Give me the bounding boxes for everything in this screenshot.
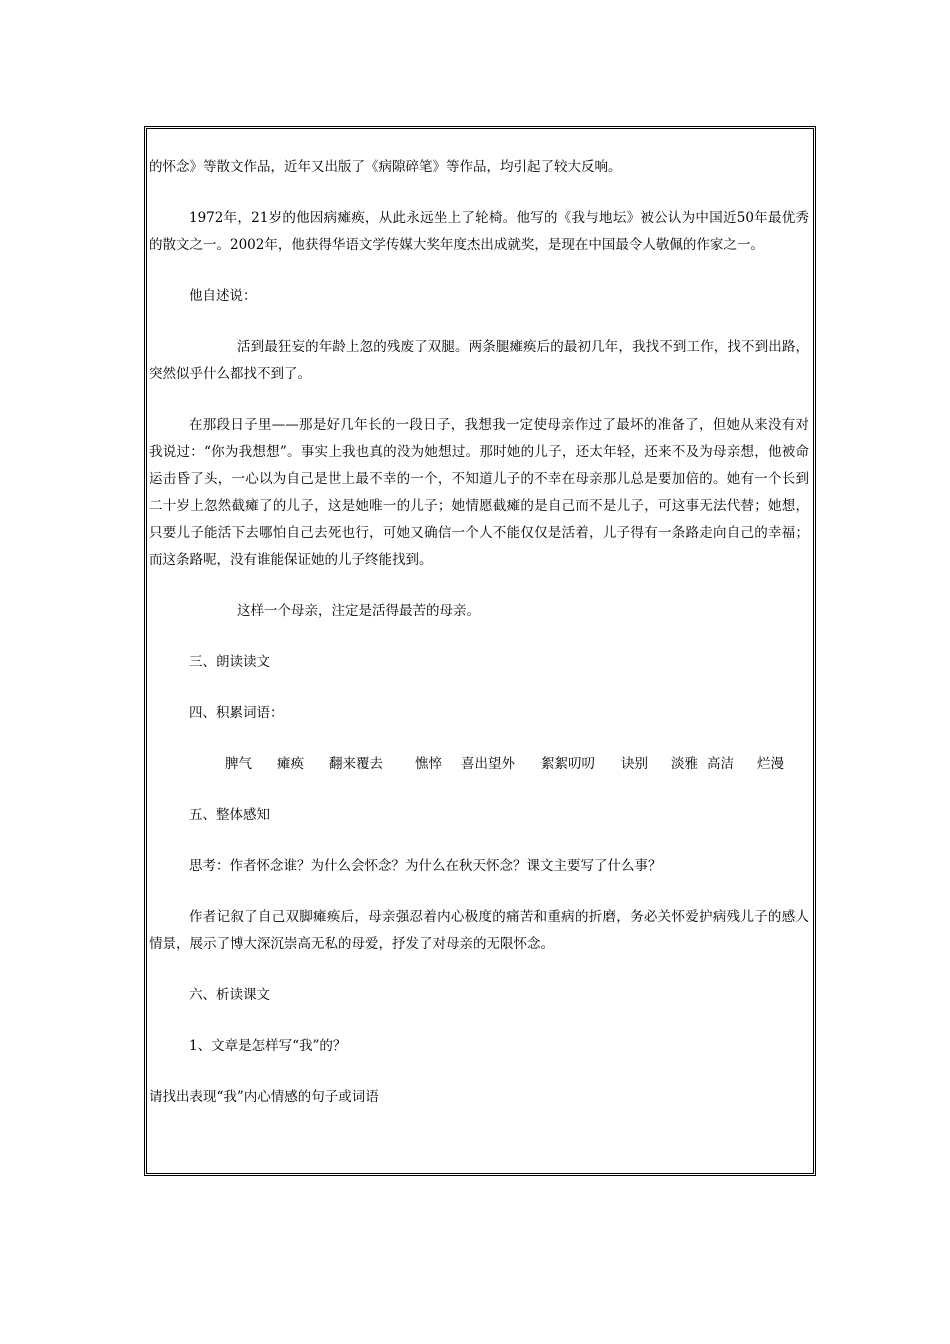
vocab-word: 翻来覆去	[329, 756, 383, 772]
vocabulary-list	[149, 751, 809, 778]
section-heading-overview: 五、整体感知	[189, 807, 270, 823]
paragraph-self-account-intro: 他自述说：	[189, 288, 257, 304]
quote-paragraph-3: 这样一个母亲，注定是活得最苦的母亲。	[237, 603, 480, 619]
vocab-word: 烂漫	[757, 756, 784, 772]
vocab-word: 脾气	[225, 756, 252, 772]
vocab-word: 淡雅	[671, 756, 698, 772]
vocab-word: 憔悴	[415, 756, 442, 772]
overview-answer: 作者记叙了自己双脚瘫痪后，母亲强忍着内心极度的痛苦和重病的折磨，务必关怀爱护病残儿子的感人情景，展示了博大深沉崇高无私的母爱，抒发了对母亲的无限怀念。	[149, 909, 809, 952]
vocab-word: 诀别	[621, 756, 648, 772]
analysis-task: 请找出表现“我”内心情感的句子或词语	[149, 1089, 379, 1105]
overview-question: 思考：作者怀念谁？为什么会怀念？为什么在秋天怀念？课文主要写了什么事？	[189, 858, 662, 874]
section-heading-analysis: 六、析读课文	[189, 987, 270, 1003]
vocab-word: 高洁	[707, 756, 734, 772]
document-body	[149, 154, 809, 1111]
vocab-word: 瘫痪	[277, 756, 304, 772]
paragraph-intro-tail: 的怀念》等散文作品，近年又出版了《病隙碎笔》等作品，均引起了较大反响。	[149, 159, 622, 175]
vocab-word: 喜出望外	[461, 756, 515, 772]
analysis-question-1: 1、文章是怎样写“我”的？	[189, 1038, 347, 1054]
vocab-word: 絮絮叨叨	[541, 756, 595, 772]
quote-paragraph-2: 在那段日子里——那是好几年长的一段日子，我想我一定使母亲作过了最坏的准备了，但她从来没有对我说过：“你为我想想”。事实上我也真的没为她想过。那时她的儿子，还太年轻，还来不及为母亲想，他被命运击昏了头，一心以为自己是世上最不幸的一个，不知道儿子的不幸在母亲那儿总是要加倍的。她有一个长到二十岁上忽然截瘫了的儿子，这是她唯一的儿子；她情愿截瘫的是自己而不是儿子，可这事无法代替；她想，只要儿子能活下去哪怕自己去死也行，可她又确信一个人不能仅仅是活着，儿子得有一条路走向自己的幸福；而这条路呢，没有谁能保证她的儿子终能找到。	[149, 417, 809, 568]
quote-paragraph-1: 活到最狂妄的年龄上忽的残废了双腿。两条腿瘫痪后的最初几年，我找不到工作，找不到出路，突然似乎什么都找不到了。	[149, 339, 809, 382]
section-heading-vocabulary: 四、积累词语：	[189, 705, 284, 721]
paragraph-biography: 1972年，21岁的他因病瘫痪，从此永远坐上了轮椅。他写的《我与地坛》被公认为中国近50年最优秀的散文之一。2002年，他获得华语文学传媒大奖年度杰出成就奖，是现在中国最令人敬佩的作家之一。	[149, 210, 809, 253]
document-frame	[144, 126, 816, 1176]
section-heading-reading: 三、朗读读文	[189, 654, 270, 670]
